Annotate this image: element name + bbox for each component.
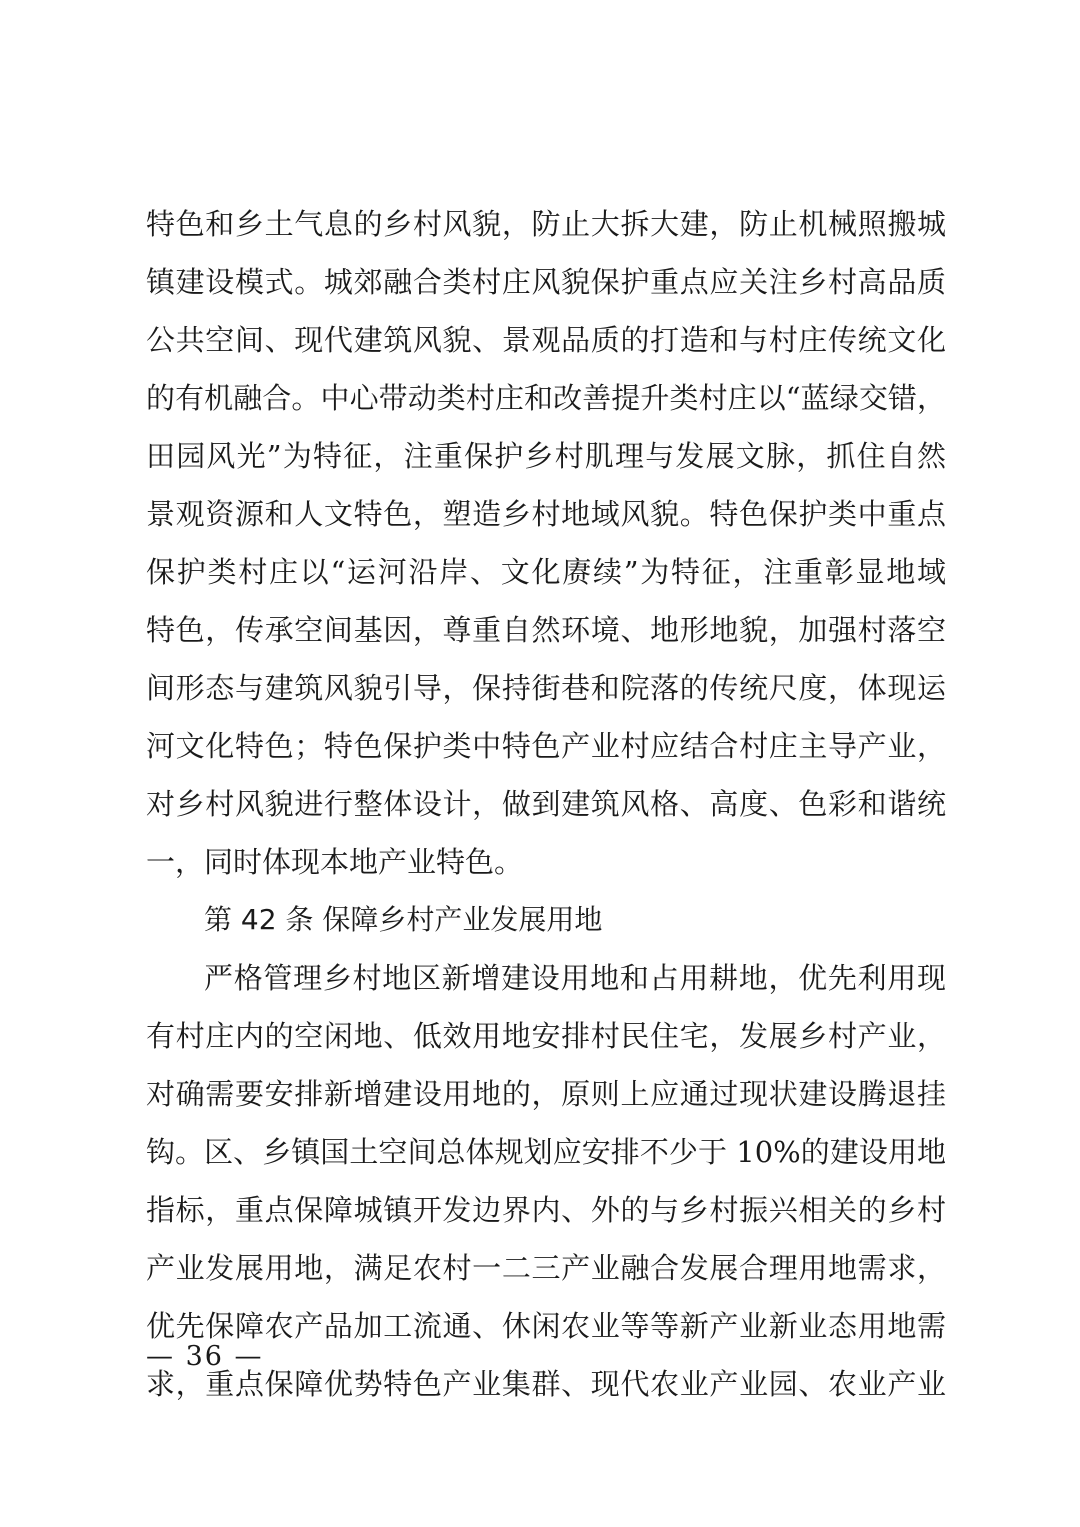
paragraph-line: 指标，重点保障城镇开发边界内、外的与乡村振兴相关的乡村 — [146, 1193, 946, 1227]
paragraph-line: 求，重点保障优势特色产业集群、现代农业产业园、农业产业 — [146, 1367, 946, 1401]
paragraph-line: 景观资源和人文特色，塑造乡村地域风貌。特色保护类中重点 — [146, 497, 946, 531]
paragraph-line: 特色和乡土气息的乡村风貌，防止大拆大建，防止机械照搬城 — [146, 207, 946, 241]
paragraph-line: 优先保障农产品加工流通、休闲农业等等新产业新业态用地需 — [146, 1309, 946, 1343]
body-text — [146, 195, 946, 1413]
paragraph-line: 对确需要安排新增建设用地的，原则上应通过现状建设腾退挂 — [146, 1077, 946, 1111]
paragraph-line-start: 严格管理乡村地区新增建设用地和占用耕地，优先利用现 — [204, 961, 946, 995]
paragraph-line: 对乡村风貌进行整体设计，做到建筑风格、高度、色彩和谐统 — [146, 787, 946, 821]
paragraph-line: 的有机融合。中心带动类村庄和改善提升类村庄以“蓝绿交错， — [146, 381, 946, 415]
paragraph-line: 镇建设模式。城郊融合类村庄风貌保护重点应关注乡村高品质 — [146, 265, 946, 299]
paragraph-line: 河文化特色；特色保护类中特色产业村应结合村庄主导产业， — [146, 729, 946, 763]
paragraph-line: 有村庄内的空闲地、低效用地安排村民住宅，发展乡村产业， — [146, 1019, 946, 1053]
paragraph-line: 保护类村庄以“运河沿岸、文化赓续”为特征，注重彰显地域 — [146, 555, 946, 589]
paragraph-line: 间形态与建筑风貌引导，保持街巷和院落的传统尺度，体现运 — [146, 671, 946, 705]
paragraph-line: 钩。区、乡镇国土空间总体规划应安排不少于 10%的建设用地 — [146, 1135, 946, 1169]
paragraph-line: 产业发展用地，满足农村一二三产业融合发展合理用地需求， — [146, 1251, 946, 1285]
paragraph-line: 田园风光”为特征，注重保护乡村肌理与发展文脉，抓住自然 — [146, 439, 946, 473]
paragraph-line-end: 一，同时体现本地产业特色。 — [146, 845, 524, 879]
paragraph-line: 公共空间、现代建筑风貌、景观品质的打造和与村庄传统文化 — [146, 323, 946, 357]
article-heading: 第 42 条 保障乡村产业发展用地 — [204, 903, 603, 936]
paragraph-line: 特色，传承空间基因，尊重自然环境、地形地貌，加强村落空 — [146, 613, 946, 647]
page-number: — 36 — — [146, 1341, 264, 1372]
